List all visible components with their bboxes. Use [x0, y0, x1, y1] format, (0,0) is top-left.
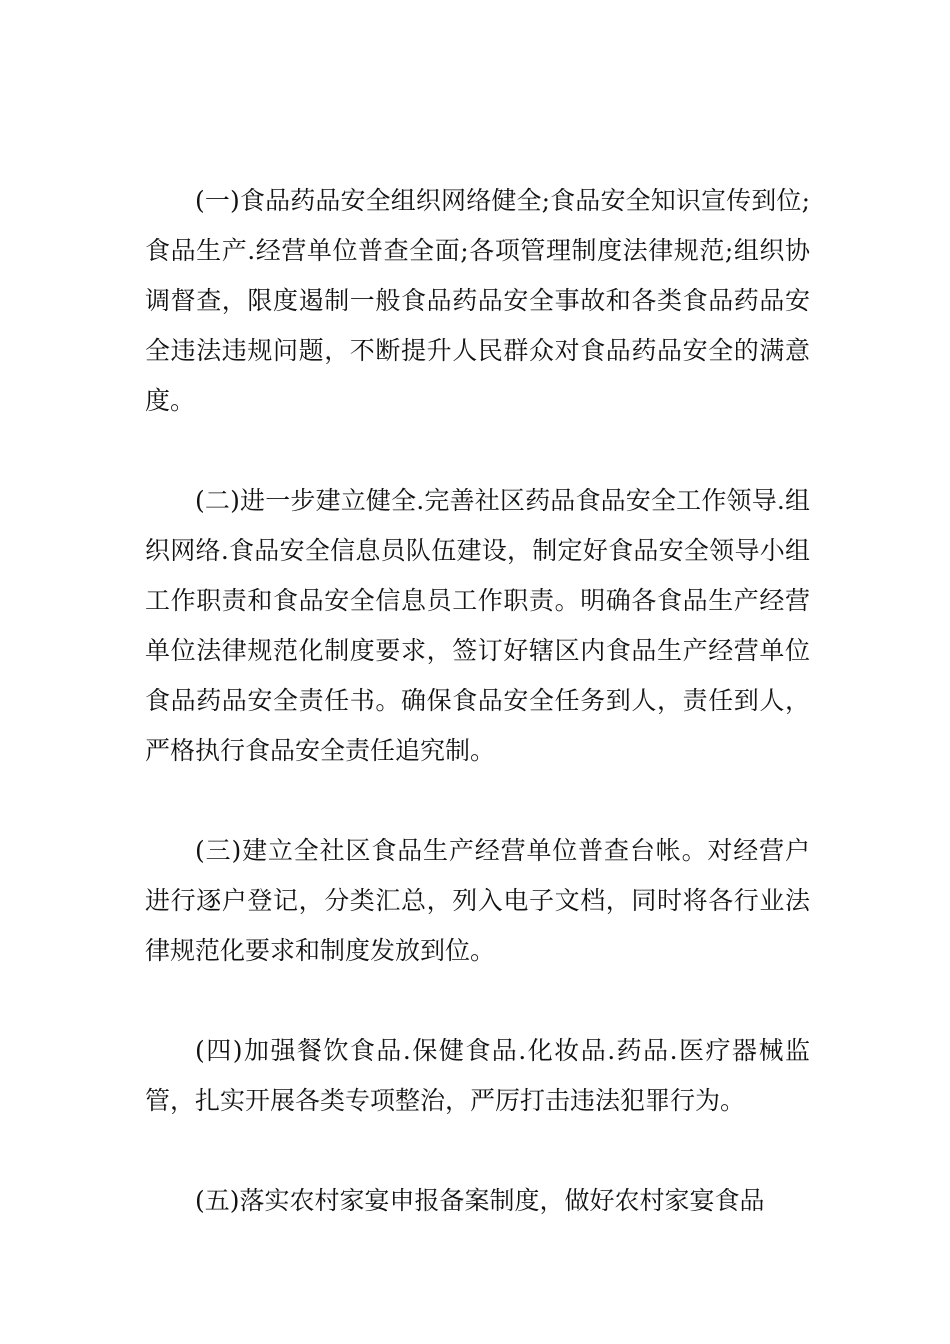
paragraph-4: (四)加强餐饮食品.保健食品.化妆品.药品.医疗器械监管，扎实开展各类专项整治，严厉打击违法犯罪行为。: [145, 1036, 810, 1115]
paragraph-5: (五)落实农村家宴申报备案制度，做好农村家宴食品: [195, 1186, 765, 1215]
paragraph-1: (一)食品药品安全组织网络健全;食品安全知识宣传到位;食品生产.经营单位普查全面;各项管理制度法律规范;组织协调督查，限度遏制一般食品药品安全事故和各类食品药品安全违法违规问题，不断提升人民群众对食品药品安全的满意度。: [145, 186, 810, 415]
paragraph-3: (三)建立全社区食品生产经营单位普查台帐。对经营户进行逐户登记，分类汇总，列入电子文档，同时将各行业法律规范化要求和制度发放到位。: [145, 836, 810, 965]
document-body: [145, 176, 810, 1226]
paragraph-2: (二)进一步建立健全.完善社区药品食品安全工作领导.组织网络.食品安全信息员队伍建设，制定好食品安全领导小组工作职责和食品安全信息员工作职责。明确各食品生产经营单位法律规范化制度要求，签订好辖区内食品生产经营单位食品药品安全责任书。确保食品安全任务到人，责任到人，严格执行食品安全责任追究制。: [145, 486, 810, 765]
